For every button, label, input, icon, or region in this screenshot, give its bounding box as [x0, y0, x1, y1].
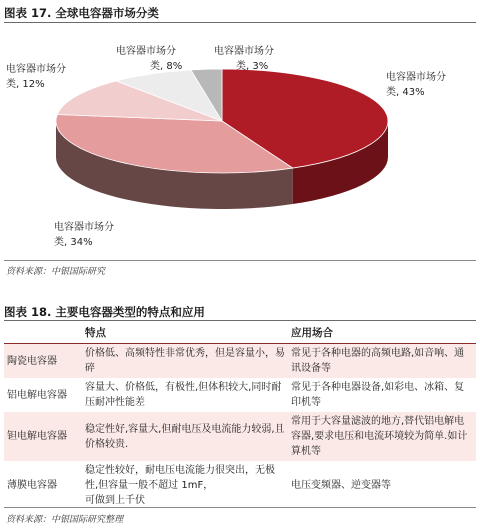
table-row — [4, 344, 476, 379]
table-header: 特点 — [85, 327, 106, 339]
figure-17-source: 资料来源：中银国际研究 — [6, 267, 106, 277]
pie-label-43: 电容器市场分 类, 43% — [386, 72, 446, 98]
table-header — [4, 324, 82, 344]
table-cell: 常见于各种电器设备,如彩电、冰箱、复印机等 — [291, 382, 465, 408]
pie-label-8: 电容器市场分 类, 8% — [116, 46, 183, 72]
table-cell: 稳定性好,容量大,但耐电压及电流能力较弱,且价格较贵. — [85, 423, 285, 450]
table-cell: 容量大、价格低，有极性,但体积较大,同时耐压耐冲性能差 — [85, 382, 282, 408]
table-cell: 电压变频器、逆变器等 — [291, 480, 391, 491]
table-cell: 常见于各种电器的高频电路,如音响、通讯设备等 — [291, 348, 465, 374]
figure-18-source-rule — [4, 507, 476, 508]
pie-label-3: 电容器市场分 类, 3% — [214, 46, 274, 72]
table-cell: 薄膜电容器 — [7, 480, 57, 491]
table-cell: 陶瓷电容器 — [7, 355, 57, 367]
figure-18-source: 资料来源：中银国际研究整理 — [6, 515, 124, 525]
table-cell: 钽电解电容器 — [7, 431, 67, 442]
table-cell: 价格低、高频特性非常优秀，但是容量小，易碎 — [85, 348, 285, 374]
table-row — [4, 378, 476, 412]
table-cell — [82, 461, 288, 510]
table-row — [4, 461, 476, 510]
table-cell-extra: 可做到上千伏 — [85, 495, 145, 506]
figure-17-title: 图表 17. 全球电容器市场分类 — [4, 6, 159, 20]
pie-label-12: 电容器市场分 类, 12% — [6, 64, 66, 90]
title-rule — [4, 320, 476, 321]
pie-label-34: 电容器市场分 类, 34% — [54, 222, 114, 248]
figure-18-title: 图表 18. 主要电容器类型的特点和应用 — [4, 305, 205, 319]
table-cell-text: 稳定性较好，耐电压电流能力很突出，无极性,但容量一般不超过 1mF， — [85, 465, 275, 491]
table-cell: 铝电解电容器 — [7, 389, 67, 401]
capacitor-types-table — [4, 324, 476, 510]
table-header-row — [4, 324, 476, 344]
table-header: 应用场合 — [291, 327, 333, 339]
figure-17-source-rule — [4, 260, 476, 261]
table-cell: 常用于大容量滤波的地方,替代铝电解电容器,要求电压和电流环境较为简单.如计算机等 — [291, 416, 468, 457]
table-row — [4, 412, 476, 461]
